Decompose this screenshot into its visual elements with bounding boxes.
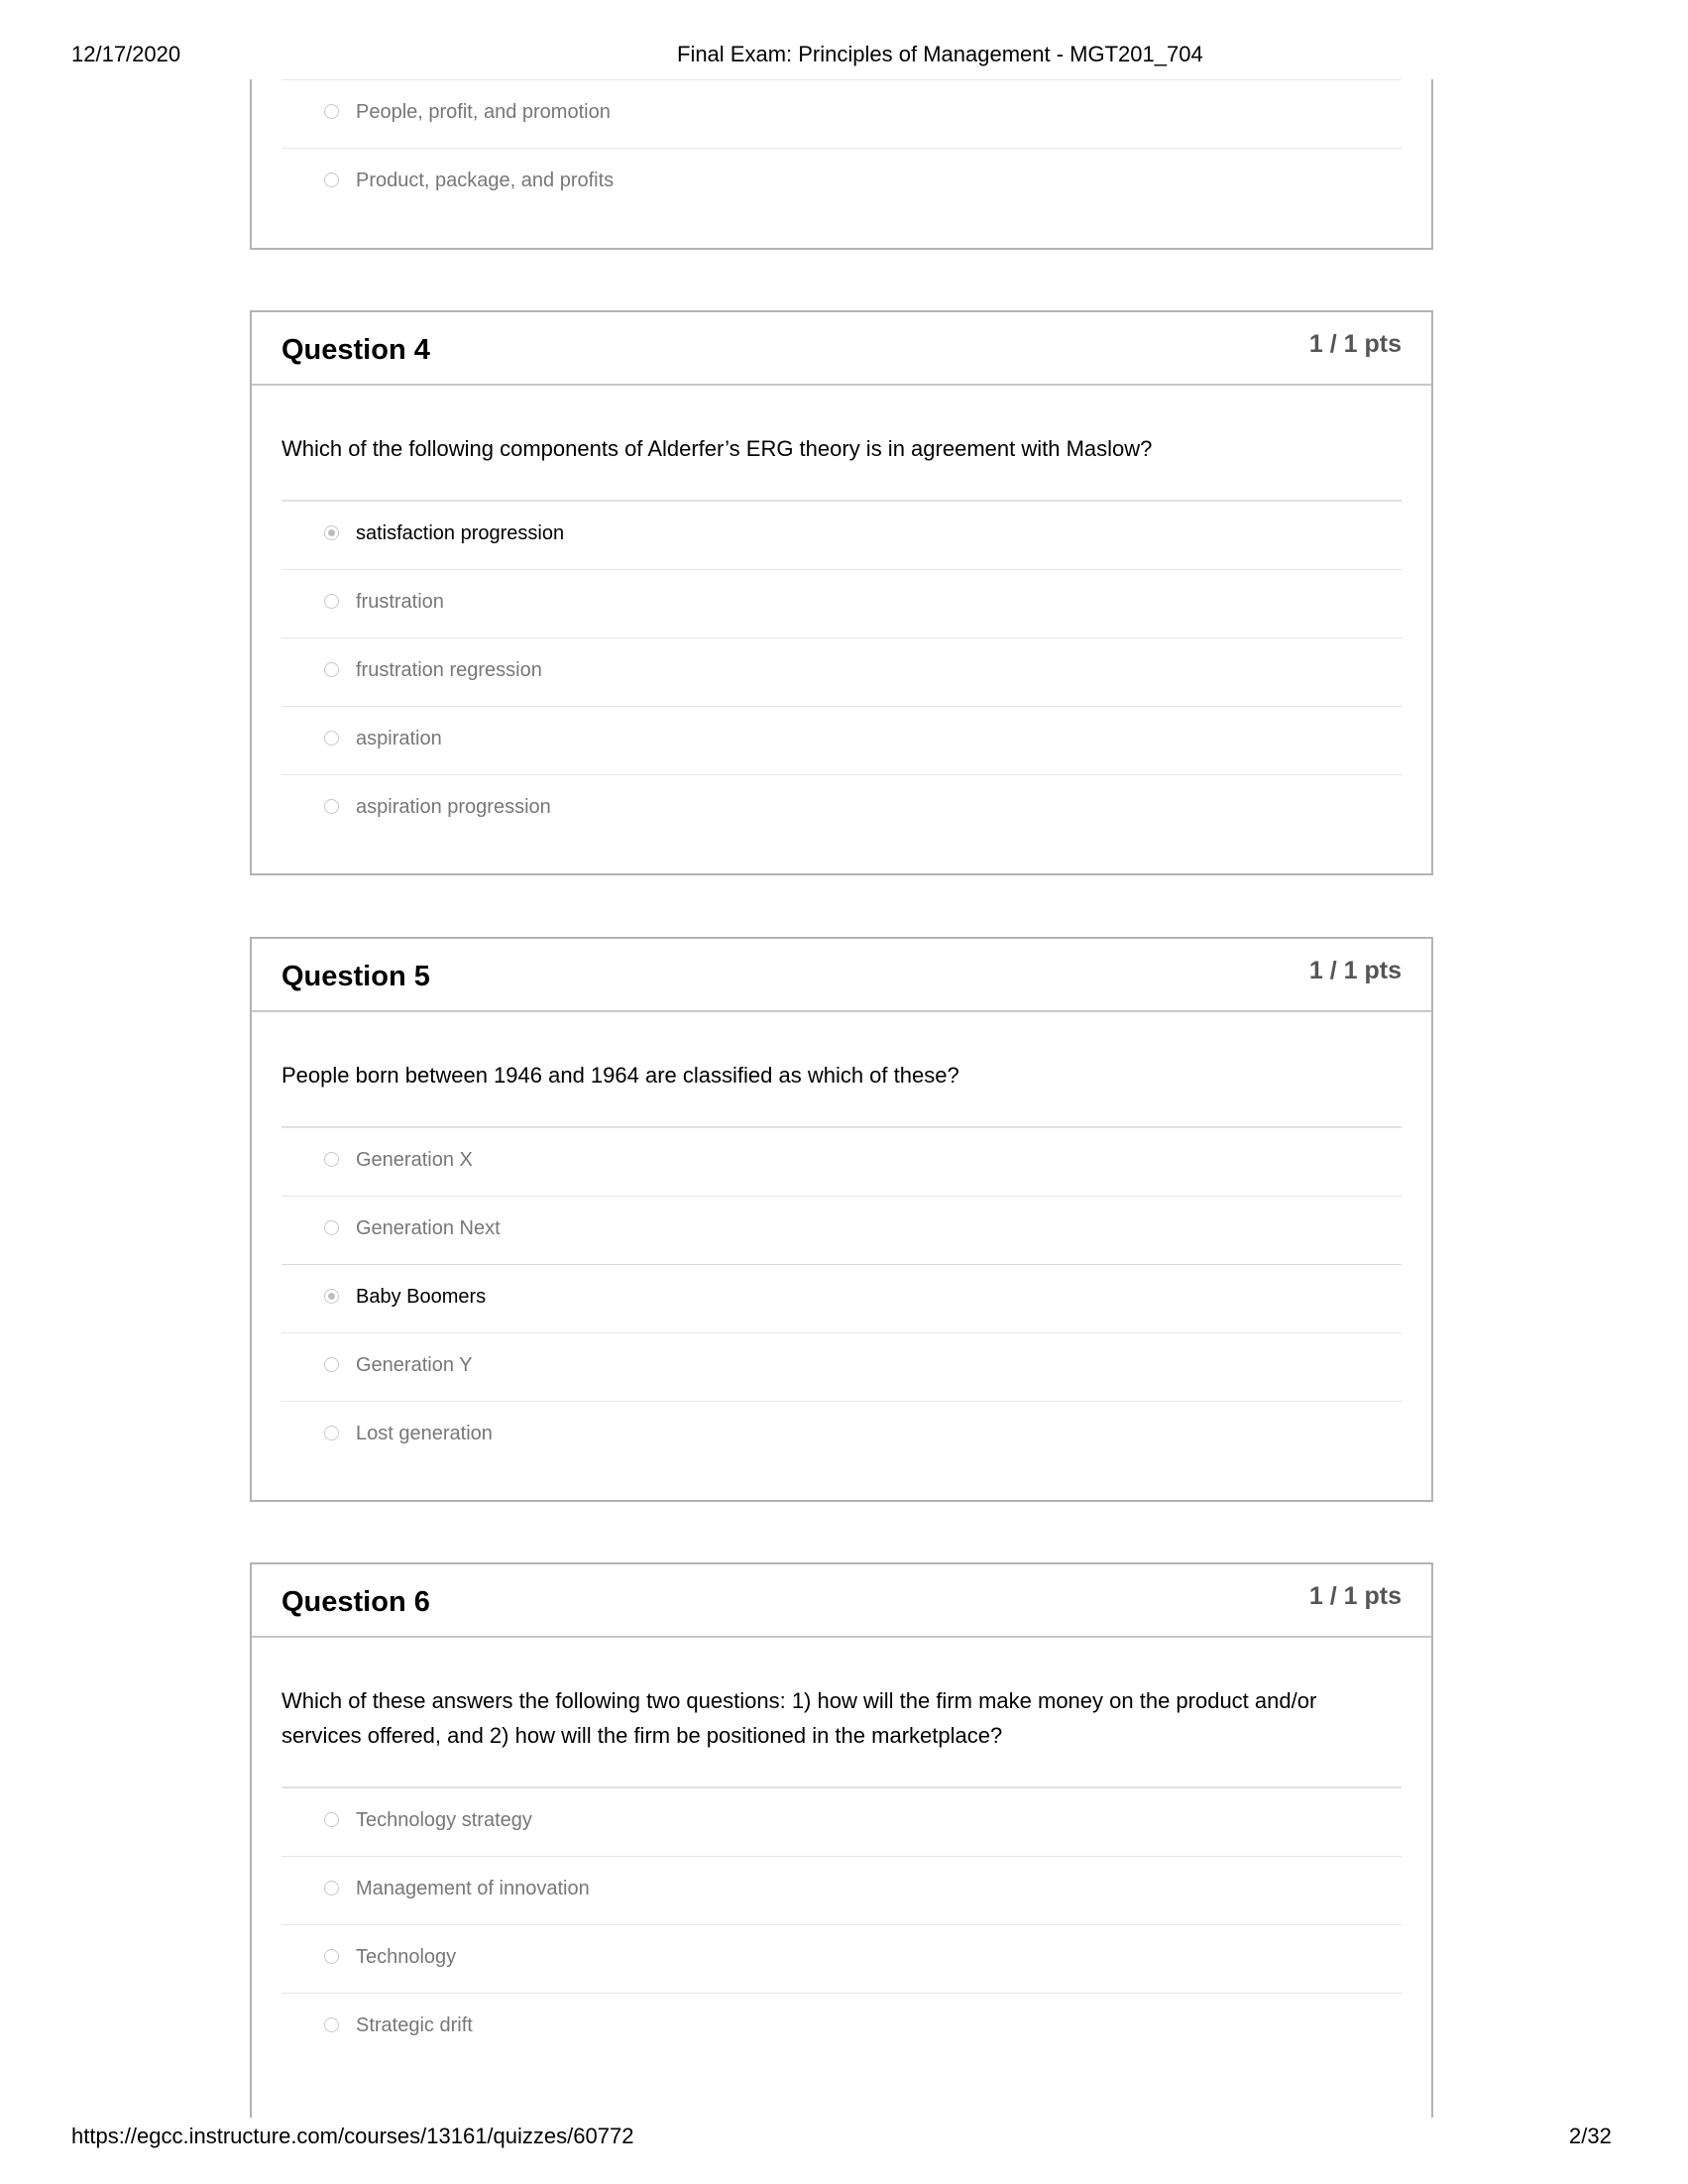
answer-option[interactable]: [281, 1925, 1402, 1994]
answer-label: frustration regression: [356, 659, 542, 681]
answer-option[interactable]: [281, 1994, 1402, 2061]
answer-label: Generation X: [356, 1149, 473, 1171]
answer-label: aspiration progression: [356, 796, 551, 818]
question-points: 1 / 1 pts: [1308, 957, 1402, 984]
answer-option[interactable]: [281, 149, 1402, 216]
question-header: [252, 939, 1431, 1012]
radio-button[interactable]: [324, 1812, 339, 1827]
answer-label: frustration: [356, 591, 444, 613]
radio-button[interactable]: [324, 1881, 339, 1896]
question-card: [250, 937, 1433, 1502]
answer-label: Strategic drift: [356, 2014, 473, 2036]
answer-label: aspiration: [356, 728, 442, 749]
question-text: Which of the following components of Alderfer’s ERG theory is in agreement with Maslow?: [281, 436, 1153, 461]
page-number: 2/32: [1569, 2124, 1612, 2148]
answer-label: Generation Next: [356, 1217, 501, 1239]
radio-button[interactable]: [324, 1949, 339, 1964]
answer-option[interactable]: [281, 775, 1402, 843]
answer-option[interactable]: [281, 1402, 1402, 1469]
answer-option[interactable]: [281, 1333, 1402, 1402]
answer-option[interactable]: [281, 1788, 1402, 1857]
question-card: [250, 1562, 1433, 2118]
radio-button[interactable]: [324, 1426, 339, 1440]
radio-button[interactable]: [324, 731, 339, 746]
radio-button[interactable]: [324, 2017, 339, 2032]
answer-label: Management of innovation: [356, 1878, 590, 1899]
question-header: [252, 1564, 1431, 1638]
answer-list: [252, 1128, 1431, 1489]
answer-label: Baby Boomers: [356, 1286, 487, 1308]
radio-button-selected[interactable]: [324, 525, 339, 540]
answer-option[interactable]: [281, 1197, 1402, 1265]
answer-option[interactable]: [281, 570, 1402, 638]
answer-option[interactable]: [281, 1265, 1402, 1333]
answer-option[interactable]: [281, 638, 1402, 707]
radio-button-selected[interactable]: [324, 1289, 339, 1304]
answer-option[interactable]: [281, 1857, 1402, 1925]
answer-label: satisfaction progression: [356, 522, 565, 544]
answer-option[interactable]: [281, 1128, 1402, 1197]
answer-list: [252, 1788, 1431, 2081]
question-card: [250, 310, 1433, 875]
radio-button[interactable]: [324, 1220, 339, 1235]
question-card-previous: [250, 79, 1433, 250]
answer-option[interactable]: [281, 79, 1402, 149]
radio-button[interactable]: [324, 799, 339, 814]
question-text: People born between 1946 and 1964 are classified as which of these?: [281, 1063, 959, 1088]
question-points: 1 / 1 pts: [1308, 330, 1402, 358]
radio-button[interactable]: [324, 1357, 339, 1372]
answer-label: Technology: [356, 1946, 457, 1968]
page-title: Final Exam: Principles of Management - MGT201_704: [677, 42, 1203, 66]
answer-option[interactable]: [281, 502, 1402, 570]
print-date: 12/17/2020: [71, 42, 181, 66]
radio-button[interactable]: [324, 662, 339, 677]
answer-list: [252, 502, 1431, 862]
question-title: Question 5: [281, 961, 430, 992]
question-points: 1 / 1 pts: [1308, 1582, 1402, 1610]
page-url: https://egcc.instructure.com/courses/13161/quizzes/60772: [71, 2124, 634, 2148]
question-title: Question 4: [281, 334, 430, 366]
answer-label: Product, package, and profits: [356, 170, 615, 191]
answer-label: Generation Y: [356, 1354, 473, 1376]
radio-button[interactable]: [324, 172, 339, 187]
question-header: [252, 312, 1431, 386]
question-text: Which of these answers the following two questions: 1) how will the firm make money on the product and/or services offered, and 2) how will the firm be positioned in the marketplace?: [281, 1688, 1317, 1748]
question-title: Question 6: [281, 1586, 430, 1618]
radio-button[interactable]: [324, 104, 339, 119]
radio-button[interactable]: [324, 594, 339, 609]
radio-button[interactable]: [324, 1152, 339, 1167]
answer-label: Technology strategy: [356, 1809, 532, 1831]
answer-label: Lost generation: [356, 1423, 493, 1444]
answer-option[interactable]: [281, 707, 1402, 775]
answer-label: People, profit, and promotion: [356, 101, 611, 123]
